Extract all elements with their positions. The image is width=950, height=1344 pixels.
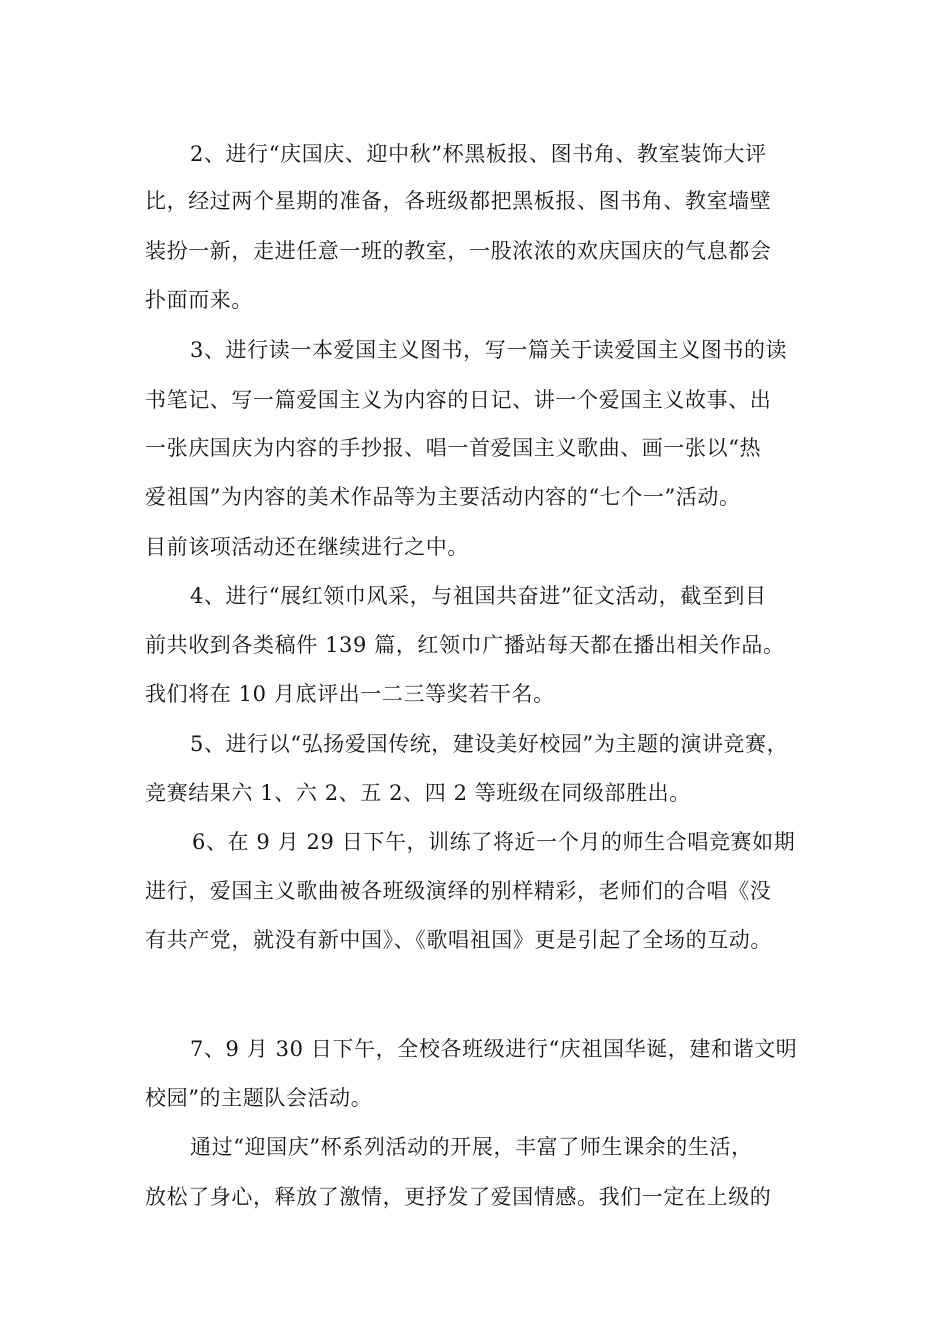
paragraph-3-line-1: 3、进行读一本爱国主义图书，写一篇关于读爱国主义图书的读 bbox=[190, 338, 788, 362]
paragraph-3-line-2: 书笔记、写一篇爱国主义为内容的日记、讲一个爱国主义故事、出 bbox=[145, 388, 772, 412]
paragraph-2-line-2: 比，经过两个星期的准备，各班级都把黑板报、图书角、教室墙壁 bbox=[145, 189, 772, 213]
paragraph-4-line-2: 前共收到各类稿件 139 篇，红领巾广播站每天都在播出相关作品。 bbox=[145, 633, 785, 657]
paragraph-7-line-2: 校园”的主题队会活动。 bbox=[145, 1086, 373, 1110]
paragraph-6-line-1: 6、在 9 月 29 日下午，训练了将近一个月的师生合唱竞赛如期 bbox=[192, 830, 796, 854]
paragraph-5-line-1: 5、进行以“弘扬爱国传统，建设美好校园”为主题的演讲竞赛， bbox=[190, 732, 789, 756]
conclusion-line-2: 放松了身心，释放了激情，更抒发了爱国情感。我们一定在上级的 bbox=[145, 1185, 772, 1209]
paragraph-6-line-2: 进行，爱国主义歌曲被各班级演绎的别样精彩，老师们的合唱《没 bbox=[145, 879, 772, 903]
paragraph-4-line-3: 我们将在 10 月底评出一二三等奖若干名。 bbox=[145, 682, 555, 706]
conclusion-line-1: 通过“迎国庆”杯系列活动的开展，丰富了师生课余的生活， bbox=[190, 1135, 753, 1159]
paragraph-6-line-3: 有共产党，就没有新中国》、《歌唱祖国》更是引起了全场的互动。 bbox=[145, 928, 772, 952]
paragraph-3-line-5: 目前该项活动还在继续进行之中。 bbox=[145, 535, 469, 559]
paragraph-3-line-3: 一张庆国庆为内容的手抄报、唱一首爱国主义歌曲、画一张以“热 bbox=[145, 436, 762, 460]
paragraph-2-line-3: 装扮一新，走进任意一班的教室，一股浓浓的欢庆国庆的气息都会 bbox=[145, 239, 772, 263]
paragraph-2-line-1: 2、进行“庆国庆、迎中秋”杯黑板报、图书角、教室装饰大评 bbox=[190, 142, 767, 166]
paragraph-7-line-1: 7、9 月 30 日下午，全校各班级进行“庆祖国华诞，建和谐文明 bbox=[190, 1037, 798, 1061]
paragraph-2-line-4: 扑面而来。 bbox=[145, 288, 253, 312]
paragraph-3-line-4: 爱祖国”为内容的美术作品等为主要活动内容的“七个一”活动。 bbox=[145, 485, 741, 509]
paragraph-4-line-1: 4、进行“展红领巾风采，与祖国共奋进”征文活动，截至到目 bbox=[190, 584, 767, 608]
paragraph-5-line-2: 竞赛结果六 1、六 2、五 2、四 2 等班级在同级部胜出。 bbox=[145, 781, 691, 805]
